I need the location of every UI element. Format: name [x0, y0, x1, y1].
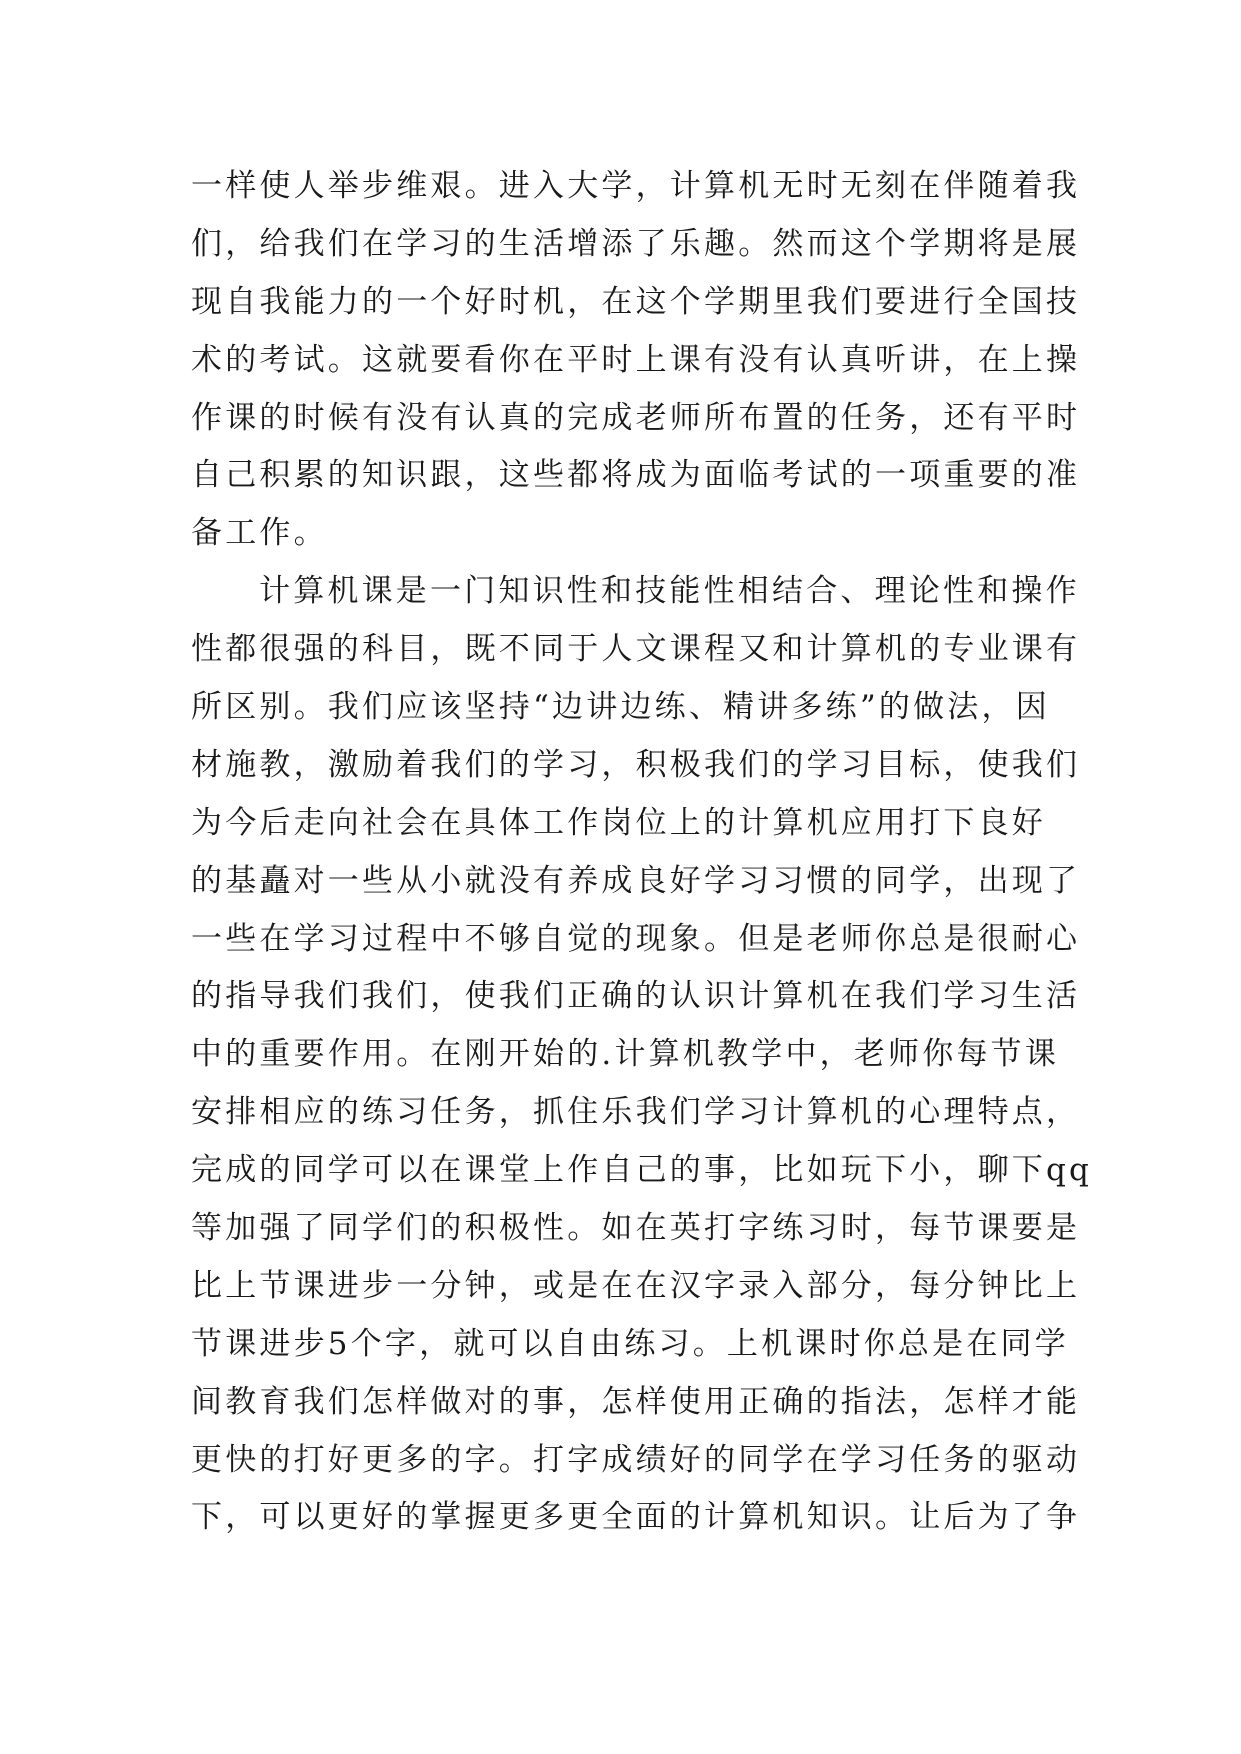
text-line-indented: 计算机课是一门知识性和技能性相结合、理论性和操作 [259, 573, 1080, 610]
paragraph-1 [191, 158, 1081, 563]
text-line: 材施教，激励着我们的学习，积极我们的学习目标，使我们 [191, 746, 1081, 783]
text-line: 比上节课进步一分钟，或是在在汉字录入部分，每分钟比上 [191, 1267, 1081, 1304]
text-line: 一样使人举步维艰。进入大学，计算机无时无刻在伴随着我 [191, 168, 1081, 204]
text-line: 自己积累的知识跟，这些都将成为面临考试的一项重要的准 [191, 457, 1081, 494]
text-line: 性都很强的科目，既不同于人文课程又和计算机的专业课有 [191, 631, 1081, 668]
text-line: 下，可以更好的掌握更多更全面的计算机知识。让后为了争 [191, 1499, 1081, 1536]
text-line: 间教育我们怎样做对的事，怎样使用正确的指法，怎样才能 [191, 1383, 1081, 1420]
text-line: 的指导我们我们，使我们正确的认识计算机在我们学习生活 [191, 978, 1081, 1015]
text-line: 们，给我们在学习的生活增添了乐趣。然而这个学期将是展 [191, 225, 1081, 262]
text-line: 术的考试。这就要看你在平时上课有没有认真听讲，在上操 [191, 341, 1081, 378]
paragraph-2 [191, 563, 1093, 1547]
text-line: 备工作。 [191, 515, 328, 552]
text-line: 中的重要作用。在刚开始的.计算机教学中，老师你每节课 [191, 1036, 1060, 1073]
text-line: 一些在学习过程中不够自觉的现象。但是老师你总是很耐心 [191, 920, 1081, 957]
text-line: 所区别。我们应该坚持“边讲边练、精讲多练”的做法，因 [191, 689, 1050, 726]
text-line: 的基矗对一些从小就没有养成良好学习习惯的同学，出现了 [191, 862, 1081, 899]
text-line: 现自我能力的一个好时机，在这个学期里我们要进行全国技 [191, 283, 1081, 320]
body-text [191, 158, 1093, 1547]
text-line: 为今后走向社会在具体工作岗位上的计算机应用打下良好 [191, 804, 1046, 841]
text-line: 完成的同学可以在课堂上作自己的事，比如玩下小，聊下qq [191, 1152, 1093, 1189]
text-line: 安排相应的练习任务，抓住乐我们学习计算机的心理特点， [191, 1094, 1081, 1131]
text-line: 节课进步5个字，就可以自由练习。上机课时你总是在同学 [191, 1325, 1069, 1362]
text-line: 更快的打好更多的字。打字成绩好的同学在学习任务的驱动 [191, 1441, 1081, 1478]
text-line: 等加强了同学们的积极性。如在英打字练习时，每节课要是 [191, 1210, 1081, 1247]
text-line: 作课的时候有没有认真的完成老师所布置的任务，还有平时 [191, 399, 1081, 436]
